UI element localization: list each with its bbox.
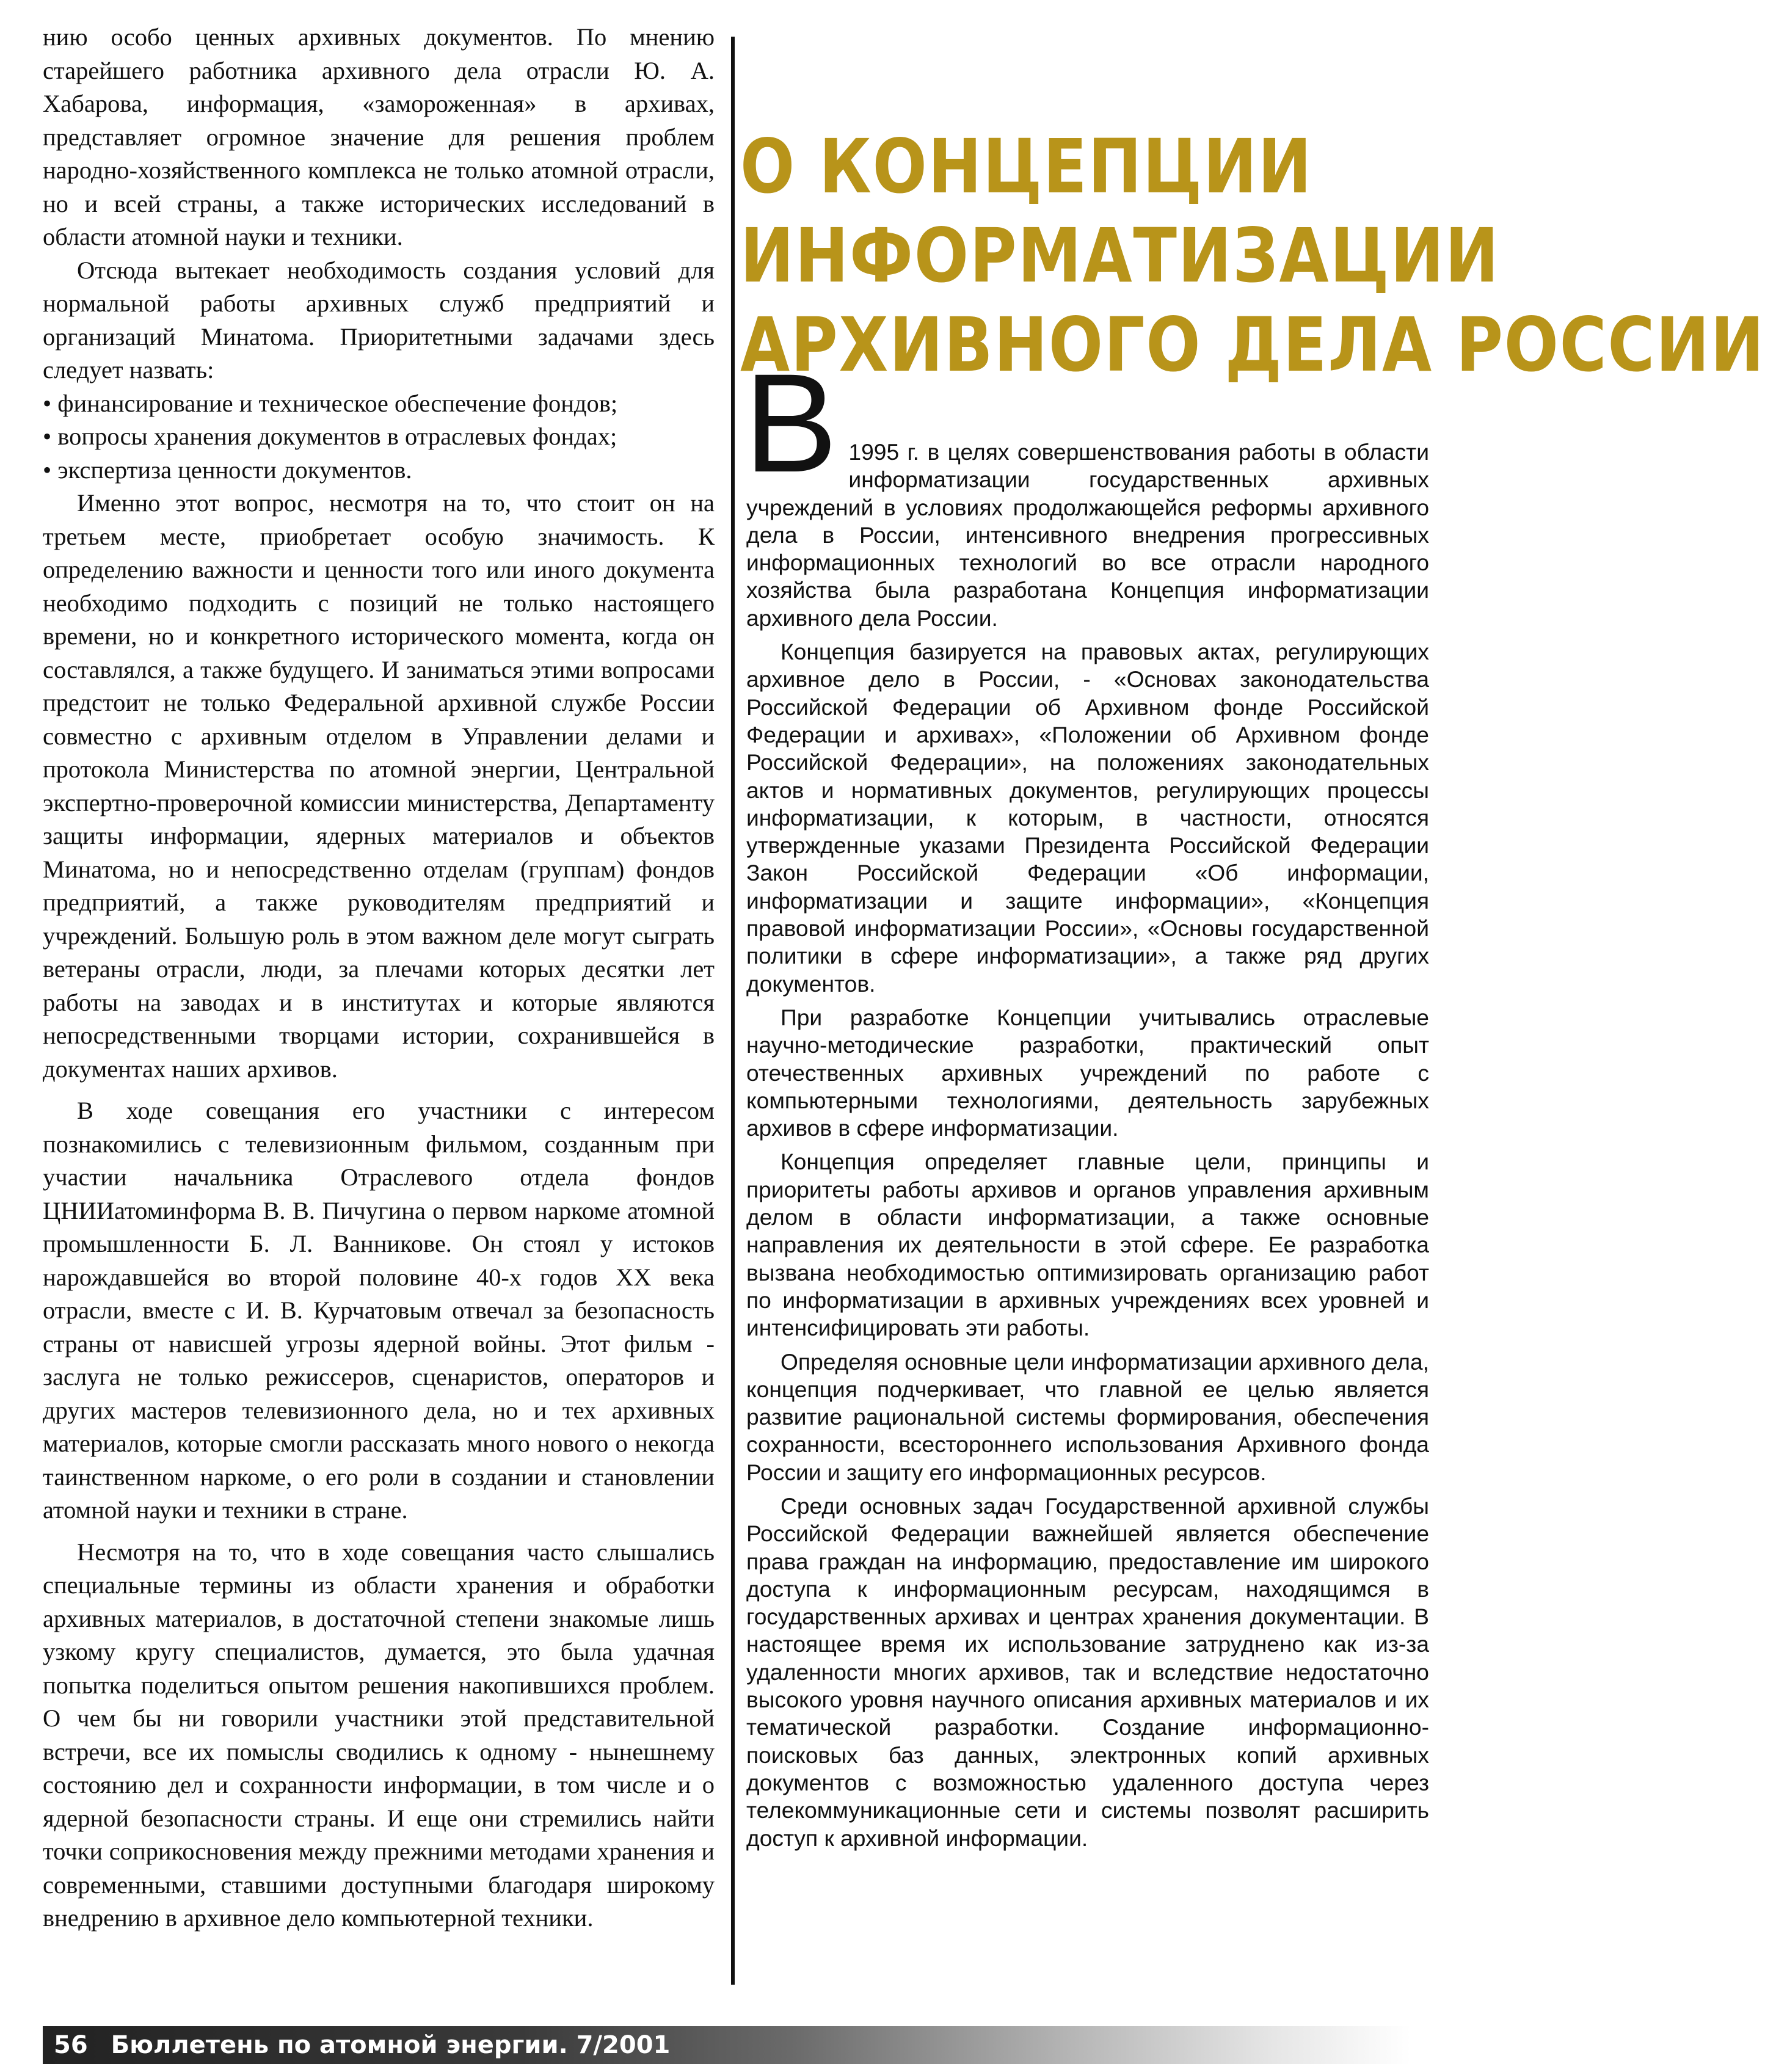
right-paragraph-2: Концепция базируется на правовых актах, регулирующих архивное дело в России, - «Основах законодательства Российской Федерации об Архивном фонде Российской Федерации и архивах», «Положении об Архивном фонде Российской Федерации», на положениях законодательных актов и нормативных документов, регулирующих процессы информатизации, к которым, в частности, относятся утвержденные указами Президента Российской Федерации Закон Российской Федерации «Об информации, информатизации и защите информации», «Концепция правовой информатизации России», «Основы государственной политики в сфере информатизации», а также ряд других документов. [746, 639, 1429, 997]
right-paragraph-1: 1995 г. в целях совершенствования работы в области информатизации государственных архивных учреждений в условиях продолжающейся реформы архивного дела в России, интенсивного внедрения прогрессивных информационных технологий во все отрасли народного хозяйства была разработана Концепция информатизации архивного дела России. [746, 439, 1429, 631]
right-paragraph-6: Среди основных задач Государственной архивной службы Российской Федерации важнейшей является обеспечение права граждан на информацию, предоставление им широкого доступа к информационным ресурсам, находящимся в государственных архивах и центрах хранения документации. В настоящее время их использование затруднено как из-за удаленности многих архивов, так и вследствие недостаточно высокого уровня научного описания архивных материалов и их тематической разработки. Создание информационно-поисковых баз данных, электронных копий архивных документов с возможностью удаленного доступа через телекоммуникационные сети и системы позволят расширить доступ к архивной информации. [746, 1492, 1429, 1851]
right-paragraph-5: Определяя основные цели информатизации архивного дела, концепция подчеркивает, что главной ее целью является развитие рациональной системы формирования, обеспечения сохранности, всестороннего использования Архивного фонда России и защиту его информационных ресурсов. [746, 1348, 1429, 1485]
page-number: 56 [54, 2031, 88, 2059]
drop-cap-letter: В [744, 344, 838, 501]
first-paragraph-block [744, 344, 1429, 632]
drop-cap-spacer [746, 366, 1429, 438]
bullet-storage: • вопросы хранения документов в отраслевых фондах; [43, 423, 617, 450]
footer-text [54, 2030, 670, 2060]
column-divider [731, 37, 735, 1985]
page-footer [43, 2026, 1411, 2064]
left-paragraph-3: Именно этот вопрос, несмотря на то, что стоит он на третьем месте, приобретает особую значимость. К определению важности и ценности того или иного документа необходимо подходить с позиций не только настоящего времени, но и конкретного исторического момента, когда он составлялся, а также будущего. И заниматься этими вопросами предстоит не только Федеральной архивной службе России совместно с архивным отделом в Управлении делами и протокола Министерства по атомной энергии, Центральной экспертно-проверочной комиссии министерства, Департаменту защиты информации, ядерных материалов и объектов Минатома, но и непосредственно отделам (группам) фондов предприятий, а также руководителям предприятий и учреждений. Большую роль в этом важном деле могут сыграть ветераны отрасли, люди, за плечами которых десятки лет работы на заводах и в институтах и которые являются непосредственными творцами истории, сохранившейся в документах наших архивов. [43, 489, 715, 1083]
bullet-financing: • финансирование и техническое обеспечение фондов; [43, 389, 618, 417]
right-paragraph-3: При разработке Концепции учитывались отраслевые научно-методические разработки, практический опыт отечественных архивных учреждений по работе с компьютерными технологиями, деятельность зарубежных архивов в сфере информатизации. [746, 1004, 1429, 1141]
publication-title: Бюллетень по атомной энергии. 7/2001 [111, 2031, 671, 2059]
headline-line-3: АРХИВНОГО ДЕЛА РОССИИ [740, 302, 1765, 388]
left-paragraph-4: В ходе совещания его участники с интересом познакомились с телевизионным фильмом, созданным при участии начальника Отраслевого отдела фондов ЦНИИатоминформа В. В. Пичугина о первом наркоме атомной промышленности Б. Л. Ванникове. Он стоял у истоков нарождавшейся во второй половине 40-х годов XX века отрасли, вместе с И. В. Курчатовым отвечал за безопасность страны от нависшей угрозы ядерной войны. Этот фильм - заслуга не только режиссеров, сценаристов, операторов и других мастеров телевизионного дела, но и тех архивных материалов, которые смогли рассказать много нового о некогда таинственном наркоме, о его роли в создании и становлении атомной науки и техники в стране. [43, 1097, 715, 1524]
left-paragraph-1: нию особо ценных архивных документов. По мнению старейшего работника архивного дела отрасли Ю. А. Хабарова, информация, «замороженная» в архивах, представляет огромное значение для решения проблем народно-хозяйственного комплекса не только атомной отрасли, но и всей страны, а также исторических исследований в области атомной науки и техники. [43, 23, 715, 250]
left-paragraph-2: Отсюда вытекает необходимость создания условий для нормальной работы архивных служб предприятий и организаций Минатома. Приоритетными задачами здесь следует назвать: [43, 256, 715, 384]
headline-line-2: ИНФОРМАТИЗАЦИИ [740, 213, 1500, 299]
headline-line-1: О КОНЦЕПЦИИ [740, 123, 1313, 210]
right-column [744, 344, 1429, 1852]
right-paragraph-4: Концепция определяет главные цели, принципы и приоритеты работы архивов и органов управления архивным делом в области информатизации, а также основные направления их деятельности в этой сфере. Ее разработка вызвана необходимостью оптимизировать организацию работ по информатизации в архивных учреждениях всех уровней и интенсифицировать эти работы. [746, 1149, 1429, 1341]
left-column [43, 21, 715, 1935]
bullet-expertise: • экспертиза ценности документов. [43, 456, 412, 484]
left-paragraph-5: Несмотря на то, что в ходе совещания часто слышались специальные термины из области хранения и обработки архивных материалов, в достаточной степени знакомые лишь узкому кругу специалистов, думается, это была удачная попытка поделиться опытом решения накопившихся проблем. О чем бы ни говорили участники этой представительной встречи, все их помыслы сводились к одному - нынешнему состоянию дел и сохранности информации, в том числе и о ядерной безопасности страны. И еще они стремились найти точки соприкосновения между прежними методами хранения и современными, ставшими доступными благодаря широкому внедрению в архивное дело компьютерной техники. [43, 1538, 715, 1932]
